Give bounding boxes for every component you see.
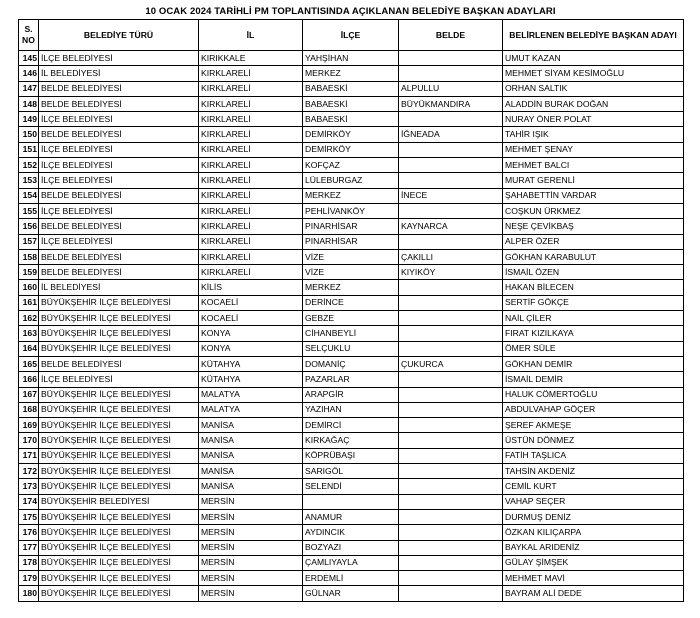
cell-aday: GÖKHAN KARABULUT	[503, 249, 684, 264]
table-row	[19, 219, 684, 234]
cell-belediye-turu: İL BELEDİYESİ	[39, 280, 199, 295]
cell-belde	[399, 295, 503, 310]
cell-il: KIRKLARELİ	[199, 249, 303, 264]
cell-belediye-turu: İL BELEDİYESİ	[39, 66, 199, 81]
cell-aday: ABDULVAHAP GÖÇER	[503, 402, 684, 417]
cell-ilce: AYDINCIK	[303, 525, 399, 540]
table-row	[19, 311, 684, 326]
cell-belde	[399, 494, 503, 509]
cell-belediye-turu: BÜYÜKŞEHİR İLÇE BELEDİYESİ	[39, 341, 199, 356]
cell-ilce: SELÇUKLU	[303, 341, 399, 356]
cell-belediye-turu: BÜYÜKŞEHİR İLÇE BELEDİYESİ	[39, 326, 199, 341]
cell-belediye-turu: BELDE BELEDİYESİ	[39, 219, 199, 234]
cell-belediye-turu: BELDE BELEDİYESİ	[39, 188, 199, 203]
cell-belediye-turu: İLÇE BELEDİYESİ	[39, 158, 199, 173]
cell-belde	[399, 525, 503, 540]
cell-il: MERSİN	[199, 509, 303, 524]
cell-belediye-turu: BÜYÜKŞEHİR İLÇE BELEDİYESİ	[39, 509, 199, 524]
cell-sno: 171	[19, 448, 39, 463]
cell-ilce: BABAESKİ	[303, 96, 399, 111]
header-il: İL	[199, 20, 303, 51]
cell-belde	[399, 66, 503, 81]
cell-aday: HALUK CÖMERTOĞLU	[503, 387, 684, 402]
cell-aday: ORHAN SALTIK	[503, 81, 684, 96]
cell-belediye-turu: İLÇE BELEDİYESİ	[39, 234, 199, 249]
cell-belde	[399, 586, 503, 601]
header-aday: BELİRLENEN BELEDİYE BAŞKAN ADAYI	[503, 20, 684, 51]
cell-aday: ÖMER SÜLE	[503, 341, 684, 356]
table-row	[19, 51, 684, 66]
document-title: 10 OCAK 2024 TARİHLİ PM TOPLANTISINDA AÇIKLANAN BELEDİYE BAŞKAN ADAYLARI	[145, 6, 556, 17]
cell-belediye-turu: İLÇE BELEDİYESİ	[39, 173, 199, 188]
cell-sno: 165	[19, 356, 39, 371]
cell-sno: 176	[19, 525, 39, 540]
cell-sno: 150	[19, 127, 39, 142]
table-row	[19, 525, 684, 540]
cell-aday: FIRAT KIZILKAYA	[503, 326, 684, 341]
table-body	[19, 51, 684, 602]
cell-il: MALATYA	[199, 402, 303, 417]
cell-aday: CEMİL KURT	[503, 479, 684, 494]
cell-sno: 145	[19, 51, 39, 66]
cell-aday: ÖZKAN KILIÇARPA	[503, 525, 684, 540]
table-row	[19, 66, 684, 81]
cell-sno: 153	[19, 173, 39, 188]
cell-il: MERSİN	[199, 540, 303, 555]
cell-belediye-turu: BÜYÜKŞEHİR İLÇE BELEDİYESİ	[39, 479, 199, 494]
cell-sno: 172	[19, 464, 39, 479]
cell-aday: MEHMET MAVİ	[503, 571, 684, 586]
cell-ilce: BABAESKİ	[303, 81, 399, 96]
table-row	[19, 112, 684, 127]
cell-sno: 168	[19, 402, 39, 417]
cell-ilce: SARIGÖL	[303, 464, 399, 479]
cell-sno: 174	[19, 494, 39, 509]
cell-il: KIRKLARELİ	[199, 203, 303, 218]
cell-sno: 157	[19, 234, 39, 249]
table-row	[19, 387, 684, 402]
cell-belde	[399, 51, 503, 66]
cell-il: KIRKLARELİ	[199, 66, 303, 81]
cell-belediye-turu: BÜYÜKŞEHİR İLÇE BELEDİYESİ	[39, 464, 199, 479]
cell-aday: GÖKHAN DEMİR	[503, 356, 684, 371]
cell-il: MANİSA	[199, 418, 303, 433]
cell-sno: 158	[19, 249, 39, 264]
cell-il: KÜTAHYA	[199, 356, 303, 371]
cell-sno: 163	[19, 326, 39, 341]
cell-belediye-turu: BÜYÜKŞEHİR İLÇE BELEDİYESİ	[39, 586, 199, 601]
cell-il: MANİSA	[199, 433, 303, 448]
cell-belediye-turu: BÜYÜKŞEHİR İLÇE BELEDİYESİ	[39, 418, 199, 433]
cell-aday: NURAY ÖNER POLAT	[503, 112, 684, 127]
cell-belde	[399, 234, 503, 249]
table-row	[19, 249, 684, 264]
cell-belediye-turu: BÜYÜKŞEHİR İLÇE BELEDİYESİ	[39, 433, 199, 448]
cell-aday: İSMAİL DEMİR	[503, 372, 684, 387]
table-row	[19, 402, 684, 417]
cell-sno: 164	[19, 341, 39, 356]
table-row	[19, 479, 684, 494]
cell-ilce: KOFÇAZ	[303, 158, 399, 173]
cell-belde	[399, 173, 503, 188]
cell-aday: GÜLAY ŞİMŞEK	[503, 555, 684, 570]
cell-belediye-turu: BÜYÜKŞEHİR İLÇE BELEDİYESİ	[39, 555, 199, 570]
table-row	[19, 540, 684, 555]
cell-ilce: DEMİRKÖY	[303, 127, 399, 142]
cell-il: MERSİN	[199, 494, 303, 509]
cell-il: MANİSA	[199, 464, 303, 479]
cell-ilce	[303, 494, 399, 509]
cell-il: KİLİS	[199, 280, 303, 295]
cell-ilce: VİZE	[303, 249, 399, 264]
cell-belde: ÇUKURCA	[399, 356, 503, 371]
cell-belediye-turu: BÜYÜKŞEHİR İLÇE BELEDİYESİ	[39, 571, 199, 586]
cell-aday: ŞEREF AKMEŞE	[503, 418, 684, 433]
table-row	[19, 295, 684, 310]
cell-ilce: PAZARLAR	[303, 372, 399, 387]
cell-aday: İSMAİL ÖZEN	[503, 265, 684, 280]
cell-sno: 180	[19, 586, 39, 601]
cell-il: KIRKLARELİ	[199, 219, 303, 234]
cell-sno: 162	[19, 311, 39, 326]
cell-belde	[399, 555, 503, 570]
cell-ilce: CİHANBEYLİ	[303, 326, 399, 341]
cell-aday: ALADDİN BURAK DOĞAN	[503, 96, 684, 111]
cell-belde	[399, 311, 503, 326]
cell-sno: 166	[19, 372, 39, 387]
cell-belediye-turu: İLÇE BELEDİYESİ	[39, 142, 199, 157]
cell-il: KOCAELİ	[199, 295, 303, 310]
cell-il: KOCAELİ	[199, 311, 303, 326]
table-row	[19, 188, 684, 203]
cell-il: MERSİN	[199, 586, 303, 601]
table-row	[19, 326, 684, 341]
cell-ilce: PINARHİSAR	[303, 219, 399, 234]
cell-il: KIRKLARELİ	[199, 112, 303, 127]
table-row	[19, 158, 684, 173]
cell-ilce: KIRKAĞAÇ	[303, 433, 399, 448]
header-sno: S. NO	[19, 20, 39, 51]
table-row	[19, 433, 684, 448]
cell-belediye-turu: İLÇE BELEDİYESİ	[39, 372, 199, 387]
table-row	[19, 203, 684, 218]
table-row	[19, 142, 684, 157]
cell-il: KIRKLARELİ	[199, 158, 303, 173]
cell-belediye-turu: BÜYÜKŞEHİR İLÇE BELEDİYESİ	[39, 311, 199, 326]
cell-il: KIRKLARELİ	[199, 127, 303, 142]
cell-sno: 152	[19, 158, 39, 173]
cell-belde: İNECE	[399, 188, 503, 203]
cell-sno: 179	[19, 571, 39, 586]
cell-ilce: GÜLNAR	[303, 586, 399, 601]
cell-il: MANİSA	[199, 448, 303, 463]
cell-il: KÜTAHYA	[199, 372, 303, 387]
cell-ilce: ÇAMLIYAYLA	[303, 555, 399, 570]
cell-sno: 170	[19, 433, 39, 448]
cell-belediye-turu: BÜYÜKŞEHİR İLÇE BELEDİYESİ	[39, 402, 199, 417]
cell-belde: KAYNARCA	[399, 219, 503, 234]
cell-belde: ÇAKILLI	[399, 249, 503, 264]
cell-ilce: MERKEZ	[303, 188, 399, 203]
cell-aday: FATİH TAŞLICA	[503, 448, 684, 463]
cell-belde: KIYIKÖY	[399, 265, 503, 280]
cell-sno: 156	[19, 219, 39, 234]
cell-belde	[399, 341, 503, 356]
cell-il: KIRKLARELİ	[199, 188, 303, 203]
cell-sno: 149	[19, 112, 39, 127]
cell-il: KIRKLARELİ	[199, 96, 303, 111]
cell-ilce: DOMANİÇ	[303, 356, 399, 371]
cell-aday: NEŞE ÇEVİKBAŞ	[503, 219, 684, 234]
cell-il: MERSİN	[199, 555, 303, 570]
cell-sno: 146	[19, 66, 39, 81]
cell-aday: ALPER ÖZER	[503, 234, 684, 249]
table-row	[19, 555, 684, 570]
cell-sno: 155	[19, 203, 39, 218]
header-belde: BELDE	[399, 20, 503, 51]
cell-aday: NAİL ÇİLER	[503, 311, 684, 326]
cell-ilce: DEMİRKÖY	[303, 142, 399, 157]
table-row	[19, 571, 684, 586]
header-ilce: İLÇE	[303, 20, 399, 51]
cell-ilce: ARAPGİR	[303, 387, 399, 402]
cell-il: KIRKLARELİ	[199, 81, 303, 96]
cell-ilce: KÖPRÜBAŞI	[303, 448, 399, 463]
table-row	[19, 586, 684, 601]
cell-il: MERSİN	[199, 571, 303, 586]
table-row	[19, 464, 684, 479]
cell-belediye-turu: BELDE BELEDİYESİ	[39, 249, 199, 264]
cell-belde	[399, 158, 503, 173]
cell-belde	[399, 402, 503, 417]
cell-sno: 175	[19, 509, 39, 524]
cell-il: KIRKLARELİ	[199, 173, 303, 188]
cell-ilce: YAZIHAN	[303, 402, 399, 417]
cell-belde	[399, 571, 503, 586]
cell-ilce: BABAESKİ	[303, 112, 399, 127]
cell-aday: DURMUŞ DENİZ	[503, 509, 684, 524]
header-belediye-turu: BELEDİYE TÜRÜ	[39, 20, 199, 51]
cell-il: MANİSA	[199, 479, 303, 494]
cell-ilce: MERKEZ	[303, 280, 399, 295]
cell-belde: İĞNEADA	[399, 127, 503, 142]
cell-sno: 159	[19, 265, 39, 280]
table-row	[19, 341, 684, 356]
cell-aday: BAYKAL ARIDENİZ	[503, 540, 684, 555]
cell-belediye-turu: BÜYÜKŞEHİR İLÇE BELEDİYESİ	[39, 540, 199, 555]
cell-belediye-turu: BELDE BELEDİYESİ	[39, 356, 199, 371]
cell-il: KIRKLARELİ	[199, 234, 303, 249]
cell-aday: HAKAN BİLECEN	[503, 280, 684, 295]
cell-belediye-turu: BÜYÜKŞEHİR İLÇE BELEDİYESİ	[39, 448, 199, 463]
table-header-row	[19, 20, 684, 51]
cell-ilce: VİZE	[303, 265, 399, 280]
cell-sno: 147	[19, 81, 39, 96]
cell-belde	[399, 479, 503, 494]
cell-aday: UMUT KAZAN	[503, 51, 684, 66]
cell-belediye-turu: İLÇE BELEDİYESİ	[39, 51, 199, 66]
cell-ilce: PINARHİSAR	[303, 234, 399, 249]
cell-belediye-turu: İLÇE BELEDİYESİ	[39, 112, 199, 127]
cell-ilce: DERİNCE	[303, 295, 399, 310]
cell-aday: TAHSİN AKDENİZ	[503, 464, 684, 479]
cell-belediye-turu: BELDE BELEDİYESİ	[39, 81, 199, 96]
cell-belde	[399, 372, 503, 387]
cell-aday: TAHİR IŞIK	[503, 127, 684, 142]
table-row	[19, 81, 684, 96]
cell-belde: ALPULLU	[399, 81, 503, 96]
table-row	[19, 418, 684, 433]
cell-belde	[399, 142, 503, 157]
cell-ilce: GEBZE	[303, 311, 399, 326]
cell-ilce: ERDEMLİ	[303, 571, 399, 586]
cell-sno: 167	[19, 387, 39, 402]
cell-ilce: DEMİRCİ	[303, 418, 399, 433]
table-row	[19, 494, 684, 509]
cell-ilce: SELENDİ	[303, 479, 399, 494]
cell-aday: BAYRAM ALİ DEDE	[503, 586, 684, 601]
cell-aday: ÜSTÜN DÖNMEZ	[503, 433, 684, 448]
table-row	[19, 509, 684, 524]
cell-sno: 154	[19, 188, 39, 203]
table-row	[19, 280, 684, 295]
cell-belde	[399, 203, 503, 218]
cell-aday: MEHMET ŞENAY	[503, 142, 684, 157]
table-row	[19, 127, 684, 142]
cell-belediye-turu: BÜYÜKŞEHİR BELEDİYESİ	[39, 494, 199, 509]
cell-aday: SERTİF GÖKÇE	[503, 295, 684, 310]
cell-il: MERSİN	[199, 525, 303, 540]
cell-belediye-turu: BELDE BELEDİYESİ	[39, 265, 199, 280]
cell-il: KIRKLARELİ	[199, 265, 303, 280]
cell-belde	[399, 433, 503, 448]
table-row	[19, 356, 684, 371]
cell-aday: VAHAP SEÇER	[503, 494, 684, 509]
document	[18, 4, 683, 602]
cell-ilce: MERKEZ	[303, 66, 399, 81]
cell-sno: 173	[19, 479, 39, 494]
table-row	[19, 372, 684, 387]
candidates-table	[18, 19, 684, 602]
cell-belde	[399, 540, 503, 555]
cell-belde	[399, 280, 503, 295]
table-row	[19, 265, 684, 280]
cell-aday: MEHMET BALCI	[503, 158, 684, 173]
cell-sno: 151	[19, 142, 39, 157]
cell-sno: 169	[19, 418, 39, 433]
cell-sno: 178	[19, 555, 39, 570]
cell-belde	[399, 112, 503, 127]
cell-aday: MEHMET SİYAM KESİMOĞLU	[503, 66, 684, 81]
cell-sno: 148	[19, 96, 39, 111]
cell-belediye-turu: BÜYÜKŞEHİR İLÇE BELEDİYESİ	[39, 525, 199, 540]
cell-belediye-turu: İLÇE BELEDİYESİ	[39, 203, 199, 218]
cell-belediye-turu: BÜYÜKŞEHİR İLÇE BELEDİYESİ	[39, 295, 199, 310]
cell-il: KONYA	[199, 341, 303, 356]
cell-il: KONYA	[199, 326, 303, 341]
cell-belde	[399, 418, 503, 433]
cell-ilce: PEHLİVANKÖY	[303, 203, 399, 218]
cell-ilce: ANAMUR	[303, 509, 399, 524]
cell-il: MALATYA	[199, 387, 303, 402]
cell-sno: 160	[19, 280, 39, 295]
cell-il: KIRIKKALE	[199, 51, 303, 66]
table-row	[19, 173, 684, 188]
cell-aday: ŞAHABETTİN VARDAR	[503, 188, 684, 203]
cell-belde	[399, 448, 503, 463]
cell-belediye-turu: BÜYÜKŞEHİR İLÇE BELEDİYESİ	[39, 387, 199, 402]
cell-belde	[399, 464, 503, 479]
cell-belde: BÜYÜKMANDIRA	[399, 96, 503, 111]
cell-ilce: LÜLEBURGAZ	[303, 173, 399, 188]
cell-il: KIRKLARELİ	[199, 142, 303, 157]
table-row	[19, 448, 684, 463]
cell-ilce: YAHŞİHAN	[303, 51, 399, 66]
cell-sno: 161	[19, 295, 39, 310]
cell-belediye-turu: BELDE BELEDİYESİ	[39, 127, 199, 142]
cell-belediye-turu: BELDE BELEDİYESİ	[39, 96, 199, 111]
table-row	[19, 234, 684, 249]
table-row	[19, 96, 684, 111]
cell-aday: COŞKUN ÜRKMEZ	[503, 203, 684, 218]
cell-belde	[399, 326, 503, 341]
cell-aday: MURAT GERENLİ	[503, 173, 684, 188]
cell-belde	[399, 387, 503, 402]
cell-sno: 177	[19, 540, 39, 555]
cell-belde	[399, 509, 503, 524]
cell-ilce: BOZYAZI	[303, 540, 399, 555]
